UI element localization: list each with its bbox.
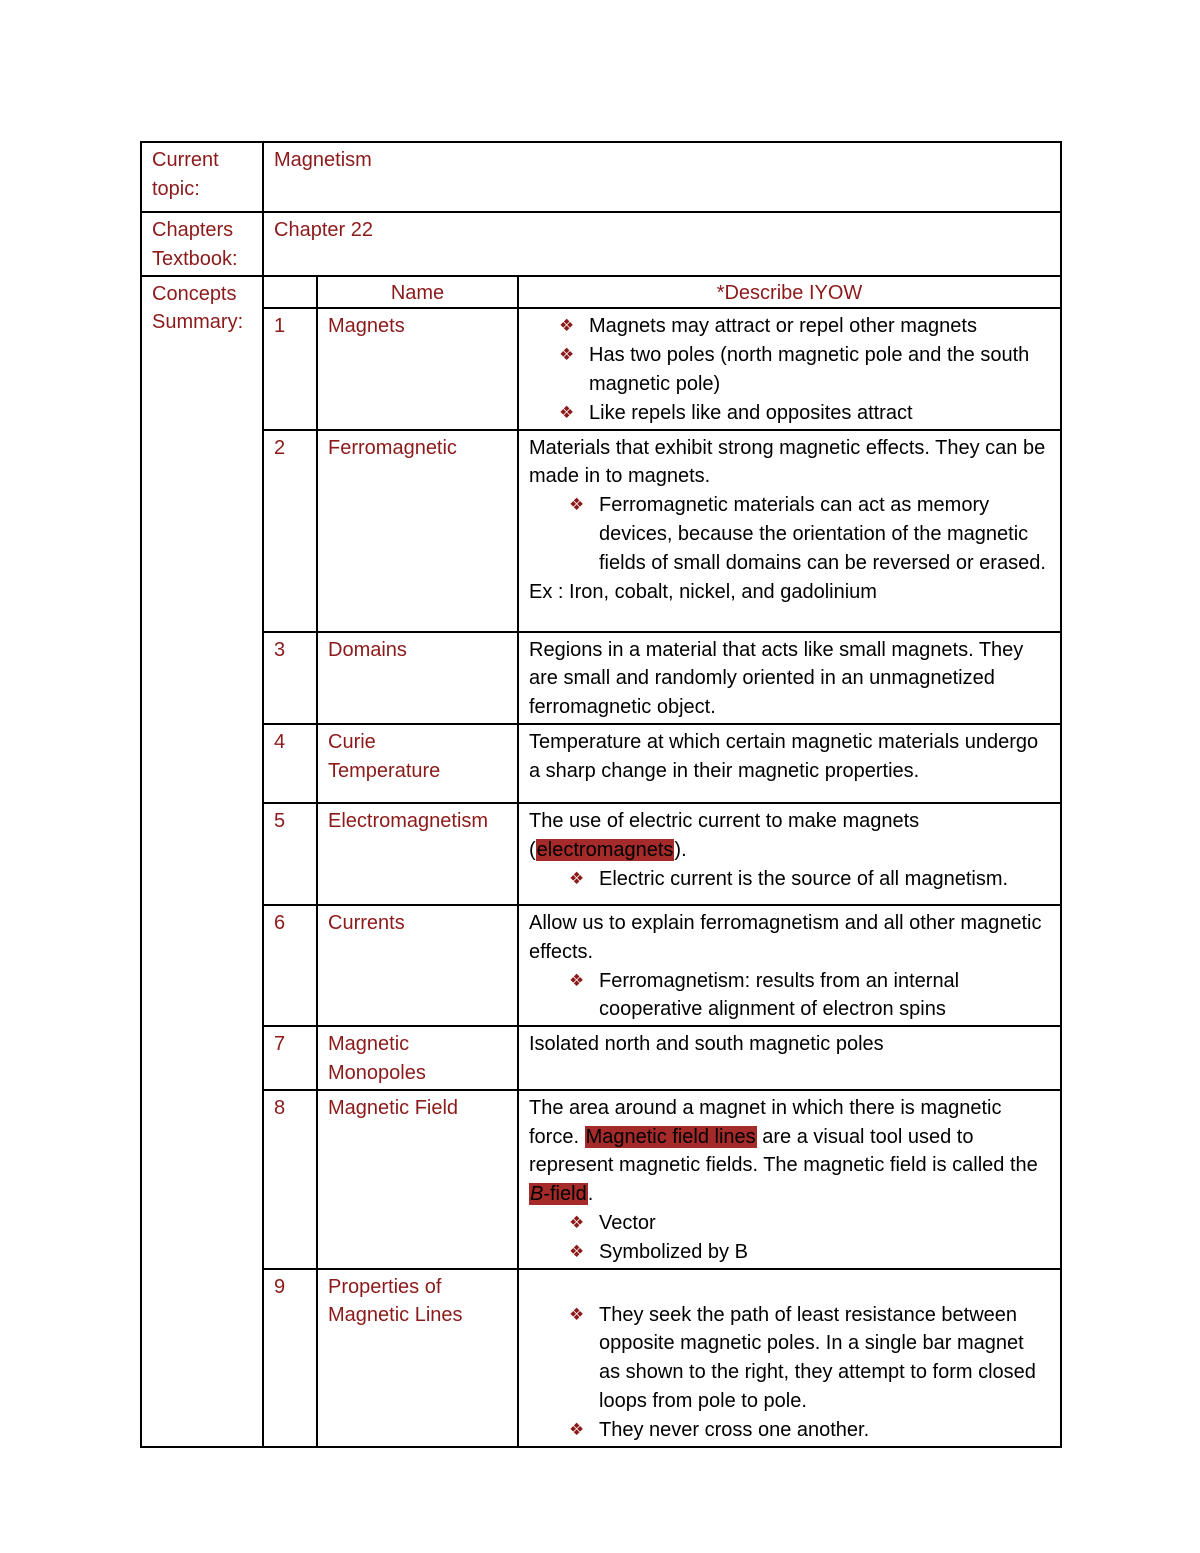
list-item: ❖ Like repels like and opposites attract (559, 399, 1050, 428)
row-number: 6 (263, 905, 317, 1026)
concept-description: Regions in a material that acts like small magnets. They are small and randomly oriented in an unmagnetized ferromagnetic object. (518, 632, 1061, 724)
bullet-icon: ❖ (569, 1212, 585, 1232)
bullet-icon: ❖ (559, 316, 575, 336)
describe-header: *Describe IYOW (518, 276, 1061, 309)
bullet-icon: ❖ (569, 495, 585, 515)
bullet-icon: ❖ (559, 402, 575, 422)
concept-name: Currents (317, 905, 518, 1026)
concept-description: Allow us to explain ferromagnetism and all other magnetic effects. ❖ Ferromagnetism: results from an internal cooperative alignment of electron spins (518, 905, 1061, 1026)
table-row (141, 632, 1061, 724)
row-number: 5 (263, 803, 317, 905)
bullet-icon: ❖ (559, 345, 575, 365)
bullet-icon: ❖ (569, 1241, 585, 1261)
highlight: Magnetic field lines (585, 1125, 756, 1148)
num-header (263, 276, 317, 309)
list-item: ❖ Magnets may attract or repel other magnets (559, 312, 1050, 341)
concept-name: Magnets (317, 308, 518, 429)
list-item: ❖ Ferromagnetism: results from an internal cooperative alignment of electron spins (569, 967, 1050, 1025)
column-header-row (141, 276, 1061, 309)
table-row (141, 724, 1061, 803)
row-number: 8 (263, 1090, 317, 1269)
chapters-value: Chapter 22 (263, 212, 1061, 276)
bullet-icon: ❖ (569, 970, 585, 990)
topic-label: Current topic: (141, 142, 263, 212)
table-row (141, 1090, 1061, 1269)
table-row (141, 803, 1061, 905)
concept-name: Electromagnetism (317, 803, 518, 905)
bullet-icon: ❖ (569, 868, 585, 888)
concept-description: Materials that exhibit strong magnetic effects. They can be made in to magnets. ❖ Ferromagnetic materials can act as memory devices, because the orientation of the magnetic fields of small domains can be reversed or erased. Ex : Iron, cobalt, nickel, and gadolinium (518, 430, 1061, 632)
concept-description: The area around a magnet in which there is magnetic force. Magnetic field lines are a visual tool used to represent magnetic fields. The magnetic field is called the B-field. ❖ Vector ❖ Symbolized by B (518, 1090, 1061, 1269)
chapters-label: Chapters Textbook: (141, 212, 263, 276)
concept-description: The use of electric current to make magnets (electromagnets). ❖ Electric current is the source of all magnetism. (518, 803, 1061, 905)
concept-name: Magnetic Monopoles (317, 1026, 518, 1090)
list-item: ❖ They seek the path of least resistance between opposite magnetic poles. In a single bar magnet as shown to the right, they attempt to form closed loops from pole to pole. (569, 1301, 1050, 1416)
list-item: ❖ Ferromagnetic materials can act as memory devices, because the orientation of the magnetic fields of small domains can be reversed or erased. (569, 491, 1050, 577)
chapters-row (141, 212, 1061, 276)
concept-description (518, 1269, 1061, 1447)
bullet-icon: ❖ (569, 1419, 585, 1439)
list-item: ❖ Symbolized by B (569, 1238, 1050, 1267)
concept-name: Ferromagnetic (317, 430, 518, 632)
name-header: Name (317, 276, 518, 309)
concept-description: Temperature at which certain magnetic materials undergo a sharp change in their magnetic properties. (518, 724, 1061, 803)
row-number: 4 (263, 724, 317, 803)
concept-name: Domains (317, 632, 518, 724)
table-row (141, 308, 1061, 429)
row-number: 2 (263, 430, 317, 632)
concept-table (140, 141, 1062, 1448)
row-number: 1 (263, 308, 317, 429)
highlight: electromagnets (536, 838, 674, 861)
list-item: ❖ Electric current is the source of all magnetism. (569, 865, 1050, 894)
list-item: ❖ They never cross one another. (569, 1416, 1050, 1445)
row-number: 7 (263, 1026, 317, 1090)
concept-description: Isolated north and south magnetic poles (518, 1026, 1061, 1090)
list-item: ❖ Has two poles (north magnetic pole and the south magnetic pole) (559, 341, 1050, 399)
concept-name: Properties of Magnetic Lines (317, 1269, 518, 1447)
concept-description (518, 308, 1061, 429)
list-item: ❖ Vector (569, 1209, 1050, 1238)
table-row (141, 905, 1061, 1026)
worksheet (140, 141, 1060, 1448)
row-number: 9 (263, 1269, 317, 1447)
highlight: B-field (530, 1183, 587, 1206)
table-row (141, 1269, 1061, 1447)
concepts-label: Concepts Summary: (141, 276, 263, 1447)
concept-name: Magnetic Field (317, 1090, 518, 1269)
concept-name: Curie Temperature (317, 724, 518, 803)
row-number: 3 (263, 632, 317, 724)
bullet-icon: ❖ (569, 1304, 585, 1324)
table-row (141, 430, 1061, 632)
table-row (141, 1026, 1061, 1090)
topic-row (141, 142, 1061, 212)
topic-value: Magnetism (263, 142, 1061, 212)
